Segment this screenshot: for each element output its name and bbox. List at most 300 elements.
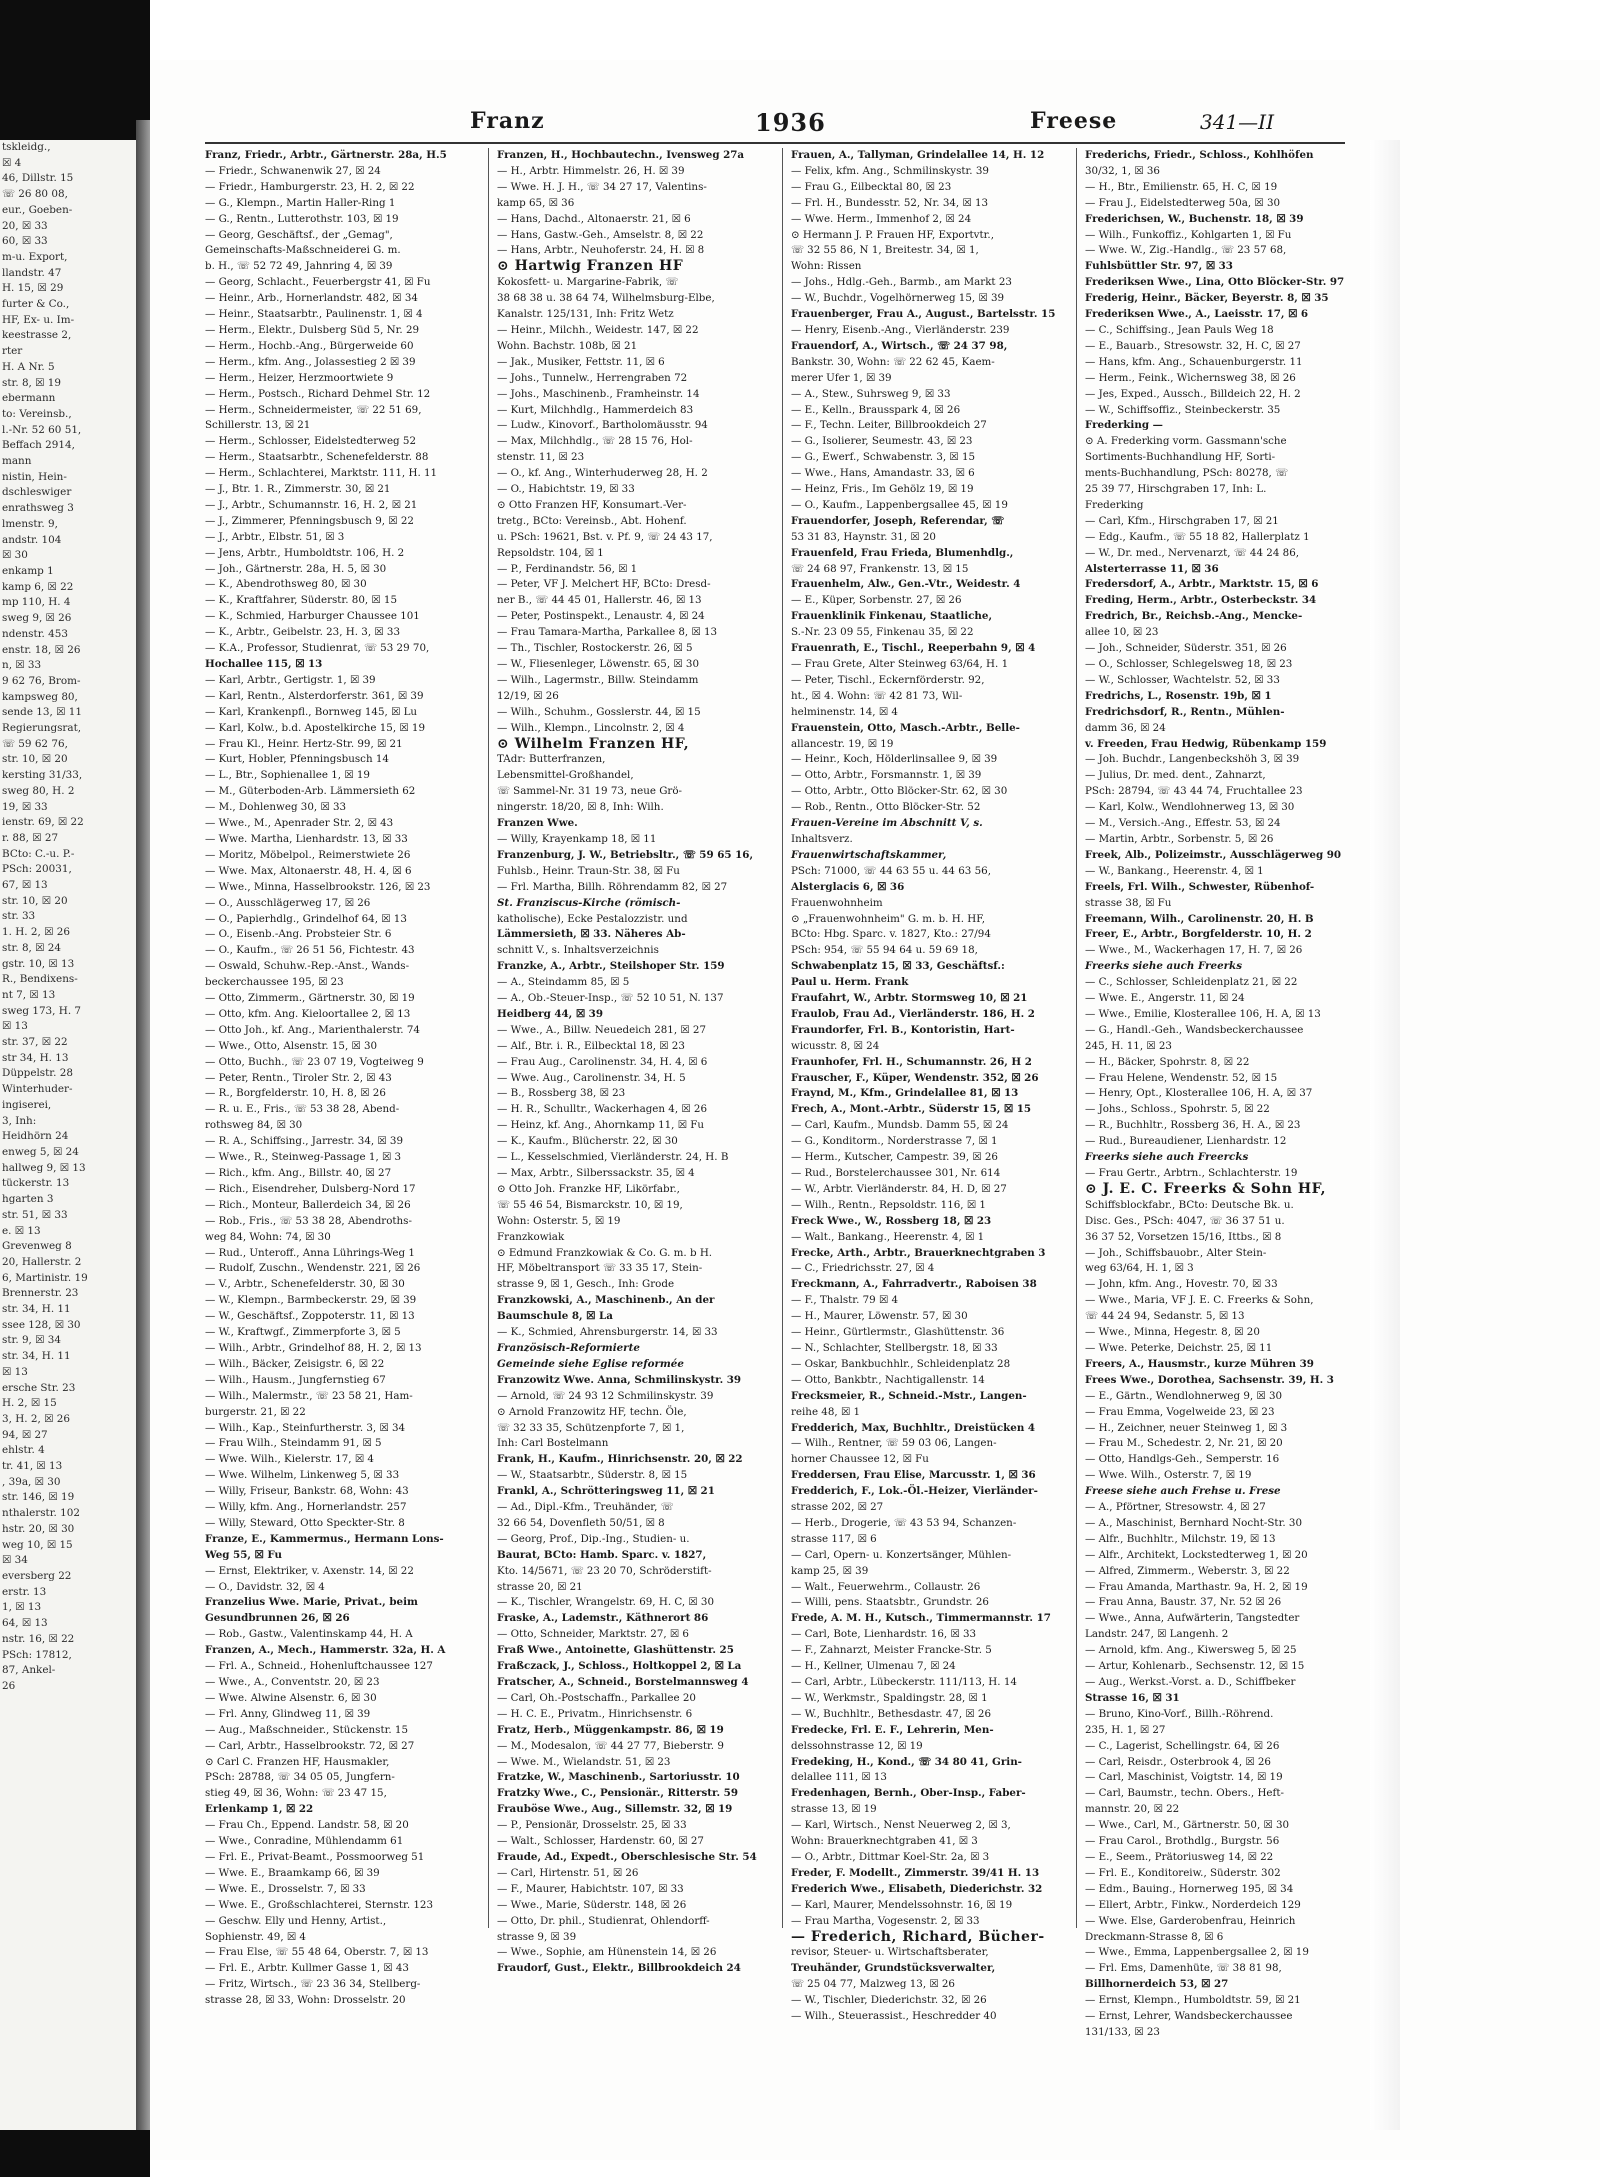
directory-entry-line: — Otto Joh., kf. Ang., Marienthalerstr. 74 <box>205 1023 420 1036</box>
directory-column-3 <box>791 148 1056 2023</box>
directory-entry-line: Franzenburg, J. W., Betriebsltr., ☏ 59 65 16, <box>497 848 754 861</box>
fragment-line: to: Vereinsb., <box>2 407 72 420</box>
fragment-line: nstr. 16, ☒ 22 <box>2 1632 75 1645</box>
directory-entry-line: — Walt., Bankang., Heerenstr. 4, ☒ 1 <box>791 1230 985 1243</box>
directory-entry-line: — W., Kraftwgf., Zimmerpforte 3, ☒ 5 <box>205 1326 401 1339</box>
directory-entry-line: PSch: 71000, ☏ 44 63 55 u. 44 63 56, <box>791 864 992 877</box>
directory-entry-line: Freddersen, Frau Elise, Marcusstr. 1, ☒ 36 <box>791 1469 1036 1482</box>
directory-entry-line: Frederking <box>1085 498 1144 511</box>
directory-entry-line: 30/32, 1, ☒ 36 <box>1085 164 1160 177</box>
directory-entry-line: ments-Buchhandlung, PSch: 80278, ☏ <box>1085 467 1288 480</box>
fragment-line: nistin, Hein- <box>2 470 67 483</box>
fragment-line: llandstr. 47 <box>2 266 62 279</box>
directory-entry-line: v. Freeden, Frau Hedwig, Rübenkamp 159 <box>1085 737 1327 750</box>
directory-entry-line: — Joh. Buchdr., Langenbeckshöh 3, ☒ 39 <box>1085 753 1300 766</box>
directory-entry-line: — Wwe., R., Steinweg-Passage 1, ☒ 3 <box>205 1151 402 1164</box>
directory-entry-line: — Wwe., Emma, Lappenbergsallee 2, ☒ 19 <box>1085 1946 1309 1959</box>
directory-entry-line: — Otto, Buchh., ☏ 23 07 19, Vogteiweg 9 <box>205 1055 424 1068</box>
fragment-line: 9 62 76, Brom- <box>2 674 81 687</box>
fragment-line: 67, ☒ 13 <box>2 879 48 892</box>
directory-entry-line: Inhaltsverz. <box>791 832 853 845</box>
directory-entry-line: — W., Werkmstr., Spaldingstr. 28, ☒ 1 <box>791 1691 988 1704</box>
directory-entry-line: — Frl. E., Privat-Beamt., Possmoorweg 51 <box>205 1850 425 1863</box>
directory-entry-line: reihe 48, ☒ 1 <box>791 1405 861 1418</box>
fragment-line: ☒ 30 <box>2 549 28 562</box>
fragment-line: ienstr. 69, ☒ 22 <box>2 816 84 829</box>
fragment-line: lmenstr. 9, <box>2 517 58 530</box>
directory-entry-line: PSch: 954, ☏ 55 94 64 u. 59 69 18, <box>791 944 978 957</box>
directory-entry-line: — Karl, Rentn., Alsterdorferstr. 361, ☒ 39 <box>205 689 424 702</box>
directory-entry-line: — Wwe., A., Billw. Neuedeich 281, ☒ 27 <box>497 1023 707 1036</box>
directory-entry-line: — Wwe., Minna, Hegestr. 8, ☒ 20 <box>1085 1326 1260 1339</box>
directory-entry-line: HF, Möbeltransport ☏ 33 35 17, Stein- <box>497 1262 703 1275</box>
directory-entry-line: — Rich., Eisendreher, Dulsberg-Nord 17 <box>205 1182 416 1195</box>
header-left-word: Franz <box>470 108 545 134</box>
directory-entry-line: Erlenkamp 1, ☒ 22 <box>205 1803 314 1816</box>
directory-entry-line: — H. R., Schulltr., Wackerhagen 4, ☒ 26 <box>497 1103 707 1116</box>
directory-entry-line: ⊙ Hartwig Franzen HF <box>497 258 684 275</box>
directory-entry-line: Frauenstein, Otto, Masch.-Arbtr., Belle- <box>791 721 1020 734</box>
directory-entry-line: — Herm., Schlosser, Eidelstedterweg 52 <box>205 435 417 448</box>
fragment-line: Regierungsrat, <box>2 722 82 735</box>
directory-entry-line: PSch: 28794, ☏ 43 44 74, Fruchtallee 23 <box>1085 785 1303 798</box>
fragment-line: hallweg 9, ☒ 13 <box>2 1161 86 1174</box>
directory-entry-line: St. Franziscus-Kirche (römisch- <box>497 896 681 909</box>
directory-entry-line: Inh: Carl Bostelmann <box>497 1437 609 1450</box>
directory-entry-line: ⊙ Wilhelm Franzen HF, <box>497 735 690 752</box>
directory-entry-line: PSch: 28788, ☏ 34 05 05, Jungfern- <box>205 1771 395 1784</box>
fragment-line: eur., Goeben- <box>2 203 73 216</box>
directory-entry-line: — Frau Gertr., Arbtrn., Schlachterstr. 19 <box>1085 1167 1298 1179</box>
directory-entry-line: Lebensmittel-Großhandel, <box>497 769 634 782</box>
directory-entry-line: Wohn. Bachstr. 108b, ☒ 21 <box>497 339 638 352</box>
directory-entry-line: S.-Nr. 23 09 55, Finkenau 35, ☒ 22 <box>791 626 974 639</box>
directory-entry-line: — Wwe., Marie, Süderstr. 148, ☒ 26 <box>497 1898 687 1911</box>
directory-entry-line: — Carl, Arbtr., Hasselbrookstr. 72, ☒ 27 <box>205 1739 415 1752</box>
directory-entry-line: 53 31 83, Haynstr. 31, ☒ 20 <box>791 530 936 543</box>
directory-column-2 <box>497 148 757 1975</box>
directory-entry-line: — K., Schmied, Harburger Chaussee 101 <box>205 610 420 623</box>
column-divider <box>782 148 783 1928</box>
directory-entry-line: Hochallee 115, ☒ 13 <box>205 658 323 670</box>
directory-entry-line: — Max, Milchhdlg., ☏ 28 15 76, Hol- <box>497 435 693 448</box>
directory-entry-line: — Frau Else, ☏ 55 48 64, Oberstr. 7, ☒ 13 <box>205 1946 429 1959</box>
fragment-line: H. A Nr. 5 <box>2 360 55 373</box>
fragment-line: str. 34, H. 11 <box>2 1350 71 1363</box>
directory-entry-line: Disc. Ges., PSch: 4047, ☏ 36 37 51 u. <box>1085 1214 1285 1227</box>
directory-entry-line: Fraynd, M., Kfm., Grindelallee 81, ☒ 13 <box>791 1087 1019 1100</box>
fragment-line: enstr. 18, ☒ 26 <box>2 643 81 656</box>
directory-entry-line: merer Ufer 1, ☒ 39 <box>791 371 892 384</box>
directory-entry-line: Frees Wwe., Dorothea, Sachsenstr. 39, H. 3 <box>1085 1373 1334 1386</box>
directory-entry-line: — J., Zimmerer, Pfenningsbusch 9, ☒ 22 <box>205 514 414 527</box>
directory-entry-line: — Jens, Arbtr., Humboldtstr. 106, H. 2 <box>205 546 405 559</box>
directory-entry-line: ☏ 32 55 86, N 1, Breitestr. 34, ☒ 1, <box>791 244 979 257</box>
directory-entry-line: — Wwe., Hans, Amandastr. 33, ☒ 6 <box>791 467 975 480</box>
directory-entry-line: — L., Kesselschmied, Vierländerstr. 24, H. B <box>497 1151 729 1164</box>
header-page-number: 341—II <box>1200 110 1274 134</box>
directory-entry-line: TAdr: Butterfranzen, <box>497 753 606 766</box>
fragment-line: sweg 80, H. 2 <box>2 784 75 797</box>
directory-entry-line: ☏ 55 46 54, Bismarckstr. 10, ☒ 19, <box>497 1198 683 1211</box>
fragment-line: andstr. 104 <box>2 533 62 546</box>
directory-entry-line: — Frau Amanda, Marthastr. 9a, H. 2, ☒ 19 <box>1085 1580 1308 1593</box>
directory-entry-line: — Alfr., Buchhltr., Milchstr. 19, ☒ 13 <box>1085 1532 1276 1545</box>
fragment-line: 60, ☒ 33 <box>2 235 48 248</box>
directory-entry-line: — Wilh., Malermstr., ☏ 23 58 21, Ham- <box>205 1389 413 1402</box>
directory-entry-line: Schillerstr. 13, ☒ 21 <box>205 419 311 432</box>
directory-entry-line: — Wwe., M., Wackerhagen 17, H. 7, ☒ 26 <box>1085 944 1303 957</box>
directory-entry-line: — Wwe. Wilhelm, Linkenweg 5, ☒ 33 <box>205 1469 400 1482</box>
fragment-line: nthalerstr. 102 <box>2 1507 80 1520</box>
fragment-line: ☒ 34 <box>2 1554 28 1567</box>
directory-entry-line: Franzelius Wwe. Marie, Privat., beim <box>205 1596 418 1609</box>
directory-entry-line: Frauen, A., Tallyman, Grindelallee 14, H. 12 <box>791 149 1045 161</box>
directory-entry-line: Gemeinschafts-Maßschneiderei G. m. <box>205 244 401 257</box>
directory-entry-line: — K., Tischler, Wrangelstr. 69, H. C, ☒ 30 <box>497 1596 715 1609</box>
directory-entry-line: ☏ 44 24 94, Sedanstr. 5, ☒ 13 <box>1085 1310 1245 1323</box>
directory-entry-line: burgerstr. 21, ☒ 22 <box>205 1405 306 1418</box>
directory-entry-line: strasse 13, ☒ 19 <box>791 1803 877 1816</box>
directory-entry-line: Fredeking, H., Kond., ☏ 34 80 41, Grin- <box>791 1755 1022 1768</box>
directory-entry-line: Franze, E., Kammermus., Hermann Lons- <box>205 1532 444 1545</box>
directory-entry-line: Fratscher, A., Schneid., Borstelmannsweg 4 <box>497 1676 749 1688</box>
directory-entry-line: Freckmann, A., Fahrradvertr., Raboisen 38 <box>791 1278 1037 1291</box>
fragment-line: keestrasse 2, <box>2 329 72 342</box>
directory-entry-line: Frecke, Arth., Arbtr., Brauerknechtgraben 3 <box>791 1246 1046 1259</box>
directory-entry-line: — Hans, Arbtr., Neuhoferstr. 24, H. ☒ 8 <box>497 244 705 257</box>
directory-entry-line: delallee 111, ☒ 13 <box>791 1771 887 1784</box>
directory-entry-line: delssohnstrasse 12, ☒ 19 <box>791 1739 923 1752</box>
fragment-line: 1, ☒ 13 <box>2 1601 42 1614</box>
directory-entry-line: Frauböse Wwe., Aug., Sillemstr. 32, ☒ 19 <box>497 1803 733 1816</box>
fragment-line: HF, Ex- u. Im- <box>2 313 75 326</box>
directory-entry-line: Fredrichsdorf, R., Rentn., Mühlen- <box>1085 705 1285 718</box>
directory-entry-line: — Frl. H., Bundesstr. 52, Nr. 34, ☒ 13 <box>791 196 989 209</box>
fragment-line: sende 13, ☒ 11 <box>2 706 82 719</box>
directory-entry-line: — E., Kelln., Brausspark 4, ☒ 26 <box>791 403 961 416</box>
directory-entry-line: Fredersdorf, A., Arbtr., Marktstr. 15, ☒ 6 <box>1085 578 1319 591</box>
directory-entry-line: 38 68 38 u. 38 64 74, Wilhelmsburg-Elbe, <box>497 292 715 305</box>
directory-entry-line: — Herm., Elektr., Dulsberg Süd 5, Nr. 29 <box>205 323 420 336</box>
fragment-line: r. 88, ☒ 27 <box>2 831 59 844</box>
directory-entry-line: Wohn: Brauerknechtgraben 41, ☒ 3 <box>791 1835 978 1848</box>
directory-entry-line: — Wwe., Maria, VF J. E. C. Freerks & Sohn, <box>1085 1294 1314 1307</box>
directory-entry-line: — Wwe. Max, Altonaerstr. 48, H. 4, ☒ 6 <box>205 864 412 877</box>
directory-entry-line: Freder, F. Modellt., Zimmerstr. 39/41 H. 13 <box>791 1866 1040 1879</box>
directory-entry-line: — F., Zahnarzt, Meister Francke-Str. 5 <box>791 1644 992 1657</box>
fragment-line: ehlstr. 4 <box>2 1444 45 1457</box>
directory-entry-line: Franzen Wwe. <box>497 817 578 830</box>
directory-entry-line: — Wilh., Rentner, ☏ 59 03 06, Langen- <box>791 1437 997 1450</box>
directory-entry-line: allancestr. 19, ☒ 19 <box>791 737 894 750</box>
fragment-line: ☒ 13 <box>2 1365 28 1378</box>
fragment-line: str. 9, ☒ 34 <box>2 1334 61 1347</box>
directory-entry-line: Frederking — <box>1085 419 1163 432</box>
directory-entry-line: — Joh., Schiffsbauobr., Alter Stein- <box>1085 1246 1267 1259</box>
directory-entry-line: kamp 65, ☒ 36 <box>497 196 575 209</box>
directory-entry-line: strasse 28, ☒ 33, Wohn: Drosselstr. 20 <box>205 1994 406 2007</box>
fragment-line: kersting 31/33, <box>2 769 83 782</box>
directory-entry-line: Kto. 14/5671, ☏ 23 20 70, Schröderstift- <box>497 1564 712 1577</box>
directory-entry-line: — Frau Anna, Baustr. 37, Nr. 52 ☒ 26 <box>1085 1596 1282 1609</box>
directory-entry-line: — Frl. Martha, Billh. Röhrendamm 82, ☒ 27 <box>497 880 728 893</box>
directory-entry-line: — Wwe. Wilh., Osterstr. 7, ☒ 19 <box>1085 1469 1252 1482</box>
directory-entry-line: — O., Eisenb.-Ang. Probsteier Str. 6 <box>205 928 392 941</box>
directory-entry-line: weg 63/64, H. 1, ☒ 3 <box>1085 1262 1194 1275</box>
directory-entry-line: Strasse 16, ☒ 31 <box>1085 1691 1180 1704</box>
directory-entry-line: Frauen-Vereine im Abschnitt V, s. <box>791 817 983 830</box>
directory-entry-line: — G., Klempn., Martin Haller-Ring 1 <box>205 196 396 209</box>
directory-entry-line: — Wilh., Schuhm., Gosslerstr. 44, ☒ 15 <box>497 705 701 718</box>
directory-entry-line: 235, H. 1, ☒ 27 <box>1085 1723 1166 1736</box>
directory-entry-line: strasse 9, ☒ 1, Gesch., Inh: Grode <box>497 1278 675 1291</box>
directory-entry-line: Frede, A. M. H., Kutsch., Timmermannstr. 17 <box>791 1612 1051 1625</box>
directory-entry-line: Frauendorfer, Joseph, Referendar, ☏ <box>791 514 1005 527</box>
left-page-fragment <box>0 140 136 2130</box>
directory-entry-line: — Jes, Exped., Aussch., Billdeich 22, H. 2 <box>1085 387 1301 400</box>
directory-entry-line: — Geschw. Elly und Henny, Artist., <box>205 1914 387 1927</box>
fragment-line: str. 33 <box>2 910 36 923</box>
directory-entry-line: Fratz, Herb., Müggenkampstr. 86, ☒ 19 <box>497 1723 724 1736</box>
directory-entry-line: — Heinz, Fris., Im Gehölz 19, ☒ 19 <box>791 483 974 496</box>
directory-entry-line: Sortiments-Buchhandlung HF, Sorti- <box>1085 451 1276 464</box>
directory-entry-line: — Wwe. Herm., Immenhof 2, ☒ 24 <box>791 212 972 225</box>
directory-entry-line: Frederiksen Wwe., Lina, Otto Blöcker-Str. 97 <box>1085 276 1345 289</box>
directory-entry-line: Freerks siehe auch Freercks <box>1085 1151 1249 1164</box>
directory-entry-line: — Wilh., Steuerassist., Heschredder 40 <box>791 2010 997 2023</box>
directory-entry-line: — Herm., Kutscher, Campestr. 39, ☒ 26 <box>791 1151 998 1164</box>
directory-entry-line: — C., Lagerist, Schellingstr. 64, ☒ 26 <box>1085 1739 1280 1752</box>
directory-entry-line: — Wwe. E., Drosselstr. 7, ☒ 33 <box>205 1882 366 1895</box>
directory-entry-line: — Wwe., Otto, Alsenstr. 15, ☒ 30 <box>205 1039 378 1052</box>
fragment-line: furter & Co., <box>2 298 70 311</box>
fragment-line: mann <box>2 455 32 468</box>
directory-entry-line: — Kurt, Milchhdlg., Hammerdeich 83 <box>497 403 694 416</box>
header-rule <box>205 142 1345 144</box>
directory-entry-line: — Otto, Dr. phil., Studienrat, Ohlendorff- <box>497 1914 710 1927</box>
directory-entry-line: — Frau Aug., Carolinenstr. 34, H. 4, ☒ 6 <box>497 1055 708 1068</box>
directory-entry-line: Fuhlsb., Heinr. Traun-Str. 38, ☒ Fu <box>497 864 680 877</box>
fragment-line: ersche Str. 23 <box>2 1381 76 1394</box>
directory-entry-line: — Frl. E., Arbtr. Kullmer Gasse 1, ☒ 43 <box>205 1962 409 1975</box>
directory-entry-line: — Wwe., Carl, M., Gärtnerstr. 50, ☒ 30 <box>1085 1819 1290 1832</box>
directory-entry-line: — Frau Tamara-Martha, Parkallee 8, ☒ 13 <box>497 626 718 639</box>
directory-entry-line: Fredrichs, L., Rosenstr. 19b, ☒ 1 <box>1085 689 1272 702</box>
directory-entry-line: — Friedr., Hamburgerstr. 23, H. 2, ☒ 22 <box>205 180 415 193</box>
directory-entry-line: wicusstr. 8, ☒ 24 <box>791 1039 880 1052</box>
fragment-line: erstr. 13 <box>2 1585 47 1598</box>
fragment-line: rter <box>2 345 23 358</box>
directory-entry-line: — Heinr., Arb., Hornerlandstr. 482, ☒ 34 <box>205 292 418 305</box>
directory-entry-line: — Henry, Eisenb.-Ang., Vierländerstr. 239 <box>791 323 1010 336</box>
fragment-line: Brennerstr. 23 <box>2 1287 79 1300</box>
fragment-line: Grevenweg 8 <box>2 1240 72 1253</box>
directory-entry-line: — Otto, kfm. Ang. Kieloortallee 2, ☒ 13 <box>205 1007 411 1020</box>
directory-entry-line: — Wwe. Wilh., Kielerstr. 17, ☒ 4 <box>205 1453 374 1466</box>
fragment-line: mp 110, H. 4 <box>2 596 71 609</box>
directory-entry-line: Frauenklinik Finkenau, Staatliche, <box>791 610 993 623</box>
fragment-line: hgarten 3 <box>2 1193 54 1206</box>
directory-entry-line: — Wwe. Else, Garderobenfrau, Heinrich <box>1085 1914 1296 1927</box>
directory-entry-line: — Peter, Postinspekt., Lenaustr. 4, ☒ 24 <box>497 610 705 623</box>
directory-entry-line: Frauscher, F., Küper, Wendenstr. 352, ☒ 26 <box>791 1071 1039 1084</box>
directory-entry-line: — Peter, VF J. Melchert HF, BCto: Dresd- <box>497 578 711 591</box>
directory-entry-line: — Otto, Arbtr., Forsmannstr. 1, ☒ 39 <box>791 769 982 782</box>
directory-entry-line: Fraßczack, J., Schloss., Holtkoppel 2, ☒ La <box>497 1660 742 1673</box>
directory-entry-line: — Rud., Unteroff., Anna Lührings-Weg 1 <box>205 1246 415 1259</box>
directory-entry-line: — Rob., Gastw., Valentinskamp 44, H. A <box>205 1628 413 1641</box>
directory-entry-line: — Max, Arbtr., Silberssackstr. 35, ☒ 4 <box>497 1167 695 1179</box>
directory-entry-line: — Karl, Kolw., Wendlohnerweg 13, ☒ 30 <box>1085 801 1295 814</box>
directory-entry-line: Freers, A., Hausmstr., kurze Mühren 39 <box>1085 1357 1314 1370</box>
directory-entry-line: — Heinr., Gürtlermstr., Glashüttenstr. 36 <box>791 1326 1005 1339</box>
directory-entry-line: — Carl, Reisdr., Osterbrook 4, ☒ 26 <box>1085 1755 1271 1768</box>
directory-entry-line: — Alfr., Architekt, Lockstedterweg 1, ☒ 20 <box>1085 1548 1308 1561</box>
directory-entry-line: — H. C. E., Privatm., Hinrichsenstr. 6 <box>497 1707 693 1720</box>
directory-entry-line: schnitt V., s. Inhaltsverzeichnis <box>497 944 659 957</box>
directory-entry-line: Fredderich, Max, Buchhltr., Dreistücken 4 <box>791 1421 1036 1434</box>
directory-entry-line: Franzkowski, A., Maschinenb., An der <box>497 1294 715 1307</box>
directory-entry-line: allee 10, ☒ 23 <box>1085 626 1159 639</box>
directory-entry-line: Franzke, A., Arbtr., Steilshoper Str. 159 <box>497 960 725 973</box>
directory-entry-line: — Arnold, ☏ 24 93 12 Schmilinskystr. 39 <box>497 1389 714 1402</box>
directory-entry-line: — Wilh., Bäcker, Zeisigstr. 6, ☒ 22 <box>205 1357 385 1370</box>
directory-entry-line: — B., Rossberg 38, ☒ 23 <box>497 1087 626 1100</box>
directory-entry-line: Fraundorfer, Frl. B., Kontoristin, Hart- <box>791 1023 1015 1036</box>
directory-entry-line: — Kurt, Hobler, Pfenningsbusch 14 <box>205 753 389 766</box>
directory-entry-line: — Herb., Drogerie, ☏ 43 53 94, Schanzen- <box>791 1516 1017 1529</box>
fragment-line: 3, Inh: <box>2 1114 37 1127</box>
directory-entry-line: — Frau G., Eilbecktal 80, ☒ 23 <box>791 180 952 193</box>
directory-entry-line: Billhornerdeich 53, ☒ 27 <box>1085 1978 1229 1991</box>
directory-entry-line: BCto: Hbg. Sparc. v. 1827, Kto.: 27/94 <box>791 928 991 941</box>
fragment-line: str. 146, ☒ 19 <box>2 1491 75 1504</box>
directory-entry-line: Frecksmeier, R., Schneid.-Mstr., Langen- <box>791 1389 1027 1402</box>
directory-entry-line: — W., Fliesenleger, Löwenstr. 65, ☒ 30 <box>497 658 700 670</box>
fragment-line: m-u. Export, <box>2 250 68 263</box>
directory-entry-line: — Carl, Baumstr., techn. Obers., Heft- <box>1085 1787 1284 1800</box>
directory-entry-line: — Ellert, Arbtr., Finkw., Norderdeich 129 <box>1085 1898 1301 1911</box>
fragment-line: Heidhörn 24 <box>2 1130 69 1143</box>
fragment-line: 46, Dillstr. 15 <box>2 172 74 185</box>
directory-entry-line: — Herm., Schneidermeister, ☏ 22 51 69, <box>205 403 422 416</box>
directory-entry-line: — Ludw., Kinovorf., Bartholomäusstr. 94 <box>497 419 708 432</box>
directory-entry-line: — H., Zeichner, neuer Steinweg 1, ☒ 3 <box>1085 1421 1288 1434</box>
directory-entry-line: Repsoldstr. 104, ☒ 1 <box>497 546 604 559</box>
directory-entry-line: — G., Isolierer, Seumestr. 43, ☒ 23 <box>791 435 973 448</box>
directory-entry-line: Sophienstr. 49, ☒ 4 <box>205 1930 306 1943</box>
directory-entry-line: — Alf., Btr. i. R., Eilbecktal 18, ☒ 23 <box>497 1039 685 1052</box>
fragment-line: n, ☒ 33 <box>2 659 42 672</box>
directory-entry-line: — P., Ferdinandstr. 56, ☒ 1 <box>497 562 638 575</box>
directory-entry-line: Fratzky Wwe., C., Pensionär., Ritterstr. 59 <box>497 1787 738 1800</box>
directory-entry-line: ht., ☒ 4. Wohn: ☏ 42 81 73, Wil- <box>791 689 963 702</box>
directory-entry-line: Fraude, Ad., Expedt., Oberschlesische Str. 54 <box>497 1850 757 1863</box>
directory-entry-line: — Rob., Rentn., Otto Blöcker-Str. 52 <box>791 801 981 814</box>
directory-entry-line: — Th., Tischler, Rostockerstr. 26, ☒ 5 <box>497 642 693 655</box>
fragment-line: ssee 128, ☒ 30 <box>2 1318 81 1331</box>
directory-entry-line: — Wwe., Emilie, Klosterallee 106, H. A, ☒ 13 <box>1085 1007 1321 1020</box>
directory-entry-line: Fredrich, Br., Reichsb.-Ang., Mencke- <box>1085 610 1303 623</box>
directory-entry-line: — Carl, Arbtr., Lübeckerstr. 111/113, H. 14 <box>791 1676 1017 1688</box>
directory-entry-line: — Wilh., Lagermstr., Billw. Steindamm <box>497 673 699 686</box>
directory-entry-line: — E., Küper, Sorbenstr. 27, ☒ 26 <box>791 594 962 607</box>
directory-entry-line: — P., Pensionär, Drosselstr. 25, ☒ 33 <box>497 1819 687 1832</box>
directory-entry-line: Frauenwirtschaftskammer, <box>791 848 947 861</box>
directory-entry-line: — Wwe. E., Angerstr. 11, ☒ 24 <box>1085 992 1245 1005</box>
directory-entry-line: — Johs., Maschinenb., Framheinstr. 14 <box>497 387 700 400</box>
fragment-line: 19, ☒ 33 <box>2 800 48 813</box>
directory-entry-line: — Aug., Maßschneider., Stückenstr. 15 <box>205 1723 409 1736</box>
directory-entry-line: Gesundbrunnen 26, ☒ 26 <box>205 1612 350 1625</box>
directory-entry-line: katholische), Ecke Pestalozzistr. und <box>497 912 688 925</box>
directory-entry-line: — Arnold, kfm. Ang., Kiwersweg 5, ☒ 25 <box>1085 1644 1297 1657</box>
fragment-line: Winterhuder- <box>2 1083 73 1096</box>
directory-entry-line: — W., Tischler, Diederichstr. 32, ☒ 26 <box>791 1994 987 2007</box>
directory-entry-line: — Georg, Geschäftsf., der „Gemag", <box>205 228 393 241</box>
fragment-line: eversberg 22 <box>2 1569 72 1582</box>
directory-entry-line: — W., Dr. med., Nervenarzt, ☏ 44 24 86, <box>1085 546 1300 559</box>
directory-entry-line: — W., Arbtr. Vierländerstr. 84, H. D, ☒ 27 <box>791 1182 1007 1195</box>
directory-entry-line: Freding, Herm., Arbtr., Osterbeckstr. 34 <box>1085 594 1317 607</box>
directory-entry-line: — Georg, Schlacht., Feuerbergstr 41, ☒ Fu <box>205 276 431 289</box>
directory-entry-line: — Frau Ch., Eppend. Landstr. 58, ☒ 20 <box>205 1819 409 1832</box>
fragment-line: BCto: C.-u. P.- <box>2 847 75 860</box>
directory-entry-line: — O., Arbtr., Dittmar Koel-Str. 2a, ☒ 3 <box>791 1850 990 1863</box>
directory-entry-line: — Jak., Musiker, Fettstr. 11, ☒ 6 <box>497 355 665 368</box>
directory-entry-line: Französisch-Reformierte <box>497 1341 640 1354</box>
directory-entry-line: — W., Buchdr., Vogelhörnerweg 15, ☒ 39 <box>791 292 1005 305</box>
column-divider <box>1076 148 1077 1928</box>
directory-entry-line: — Friedr., Schwanenwik 27, ☒ 24 <box>205 164 381 177</box>
page-right-edge <box>1370 140 1400 2130</box>
fragment-line: PSch: 20031, <box>2 863 72 876</box>
directory-entry-line: — Frau Carol., Brothdlg., Burgstr. 56 <box>1085 1835 1280 1848</box>
directory-entry-line: weg 84, Wohn: 74, ☒ 30 <box>205 1230 331 1243</box>
directory-entry-line: — Wwe., A., Conventstr. 20, ☒ 23 <box>205 1676 380 1688</box>
directory-entry-line: Frank, H., Kaufm., Hinrichsenstr. 20, ☒ 22 <box>497 1453 743 1466</box>
directory-entry-line: — Johs., Tunnelw., Herrengraben 72 <box>497 371 688 384</box>
fragment-line: str. 10, ☒ 20 <box>2 894 68 907</box>
fragment-line: ☏ 59 62 76, <box>2 737 68 750</box>
directory-entry-line: strasse 38, ☒ Fu <box>1085 896 1172 909</box>
directory-entry-line: — Herm., Hochb.-Ang., Bürgerweide 60 <box>205 339 414 352</box>
directory-entry-line: ☏ 24 68 97, Frankenstr. 13, ☒ 15 <box>791 562 969 575</box>
directory-entry-line: — Frau Kl., Heinr. Hertz-Str. 99, ☒ 21 <box>205 737 403 750</box>
directory-entry-line: — E., Bauarb., Stresowstr. 32, H. C, ☒ 27 <box>1085 339 1301 352</box>
fragment-line: H. 2, ☒ 15 <box>2 1397 57 1410</box>
directory-entry-line: Frederig, Heinr., Bäcker, Beyerstr. 8, ☒ 35 <box>1085 292 1329 305</box>
directory-entry-line: — Willy, kfm. Ang., Hornerlandstr. 257 <box>205 1501 407 1514</box>
directory-entry-line: — Karl, Arbtr., Gertigstr. 1, ☒ 39 <box>205 673 376 686</box>
fragment-line: tr. 41, ☒ 13 <box>2 1460 63 1473</box>
directory-entry-line: Fratzke, W., Maschinenb., Sartoriusstr. 10 <box>497 1771 740 1784</box>
directory-entry-line: — A., Steindamm 85, ☒ 5 <box>497 976 630 989</box>
fragment-line: ebermann <box>2 392 56 405</box>
directory-entry-line: — M., Modesalon, ☏ 44 27 77, Bieberstr. 9 <box>497 1739 724 1752</box>
directory-entry-line: — Aug., Werkst.-Vorst. a. D., Schiffbeker <box>1085 1676 1296 1688</box>
directory-entry-line: — A., Ob.-Steuer-Insp., ☏ 52 10 51, N. 137 <box>497 992 724 1005</box>
directory-entry-line: ner B., ☏ 44 45 01, Hallerstr. 46, ☒ 13 <box>497 594 702 607</box>
directory-entry-line: ⊙ A. Frederking vorm. Gassmann'sche <box>1085 435 1287 448</box>
directory-entry-line: Fredecke, Frl. E. F., Lehrerin, Men- <box>791 1723 994 1736</box>
directory-entry-line: Freck Wwe., W., Rossberg 18, ☒ 23 <box>791 1214 992 1227</box>
directory-entry-line: Landstr. 247, ☒ Langenh. 2 <box>1085 1628 1229 1641</box>
fragment-line: 64, ☒ 13 <box>2 1617 48 1630</box>
fragment-line: kamp 6, ☒ 22 <box>2 580 74 593</box>
directory-entry-line: Frederich Wwe., Elisabeth, Diederichstr. 32 <box>791 1882 1043 1895</box>
